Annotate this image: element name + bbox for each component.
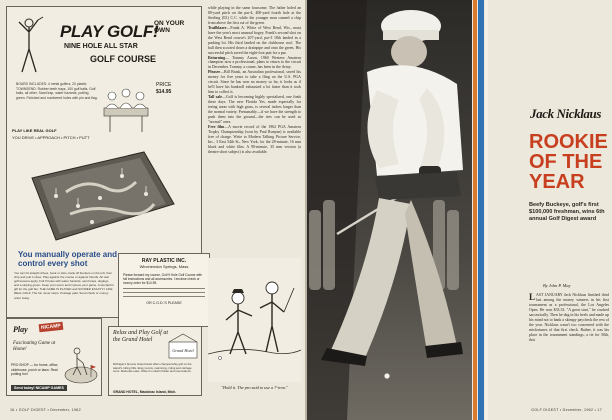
paragraph-3-text: — Tommy Aaron, 1960 Western Amateur champion now a professional, plans to return to the circuit in December. Tommy, a comer, has been in the Army. [208, 55, 301, 70]
left-page [0, 0, 305, 420]
golfer-illustration [16, 16, 44, 78]
article-paragraph-4 [208, 70, 301, 95]
rookie-headline: ROOKIE OF THE YEAR [529, 131, 608, 193]
grand-hotel-ad [108, 326, 202, 396]
order-city-line[interactable] [123, 296, 205, 297]
paragraph-5-text: —Golf is becoming highly specialized, one finds these days. The new Florida Yes, made especially for teeing areas with high grass, is several inches longer than the normal variety. Presumably—if we have the strength to push them into the ground—the tees can be used as "normal" ones. [208, 95, 301, 124]
play-like-real-label: PLAY LIKE REAL GOLF [12, 128, 57, 133]
blue-stripe [478, 0, 484, 420]
cartoon-caption: "Hold it. The pro said to use a 7-iron." [221, 385, 288, 390]
game-board-photo [26, 148, 178, 244]
board-description: BOARD INCLUDES: 4 metal golfers, 20 plastic TOWNSEND. Rubber teeth trays, 100 golf balls, Golf balls, all other. Sand trap, water hazards, putting green. Finished and numbered holes with pin and flag. [16, 82, 98, 100]
hotel-sign-text: Grand Hotel [172, 348, 194, 353]
folio-right: GOLF DIGEST • December, 1962 • 17 [531, 408, 602, 412]
hotel-brand: GRAND HOTEL, Mackinac Island, Mich. [113, 390, 177, 394]
white-stripe [485, 0, 488, 420]
drop-cap: L [529, 292, 536, 302]
folio-left: 16 • GOLF DIGEST • December, 1962 [10, 408, 81, 412]
play-golf-headline: PLAY GOLF! [60, 22, 159, 41]
paragraph-4-head: Pleaser [208, 70, 221, 75]
feature-byline: By John P. May [543, 283, 571, 288]
drive-line: YOU DRIVE • APPROACH • PITCH • PUTT [12, 135, 90, 140]
putting-green-illustration [63, 341, 99, 385]
price-label: PRICE [156, 82, 172, 88]
article-paragraph-5 [208, 95, 301, 125]
manual-control-headline: You manually operate and control every shot [18, 250, 117, 268]
mini-subtitle: Fascinating Game at Home! [13, 341, 56, 352]
miniature-golf-ad [6, 318, 102, 396]
order-address: Winchendon Springs, Mass [139, 264, 189, 269]
feature-deck: Beefy Buckeye, golf's first $100,000 freshman, wins 6th annual Golf Digest award [529, 202, 605, 222]
order-name-line[interactable] [123, 288, 205, 289]
players-illustration [100, 80, 152, 134]
price-block [156, 82, 171, 96]
article-paragraph-1: while playing in the same foursome. The father holed an 80-yard pitch on the par-4, 400-yard fourth hole at the Sterling (Ill.) C.C. while the younger man canned a chip from above the first cut of the green. [208, 6, 301, 25]
order-coupon[interactable] [118, 253, 210, 327]
mini-play-label: Play [13, 325, 28, 334]
feature-body-text: AST JANUARY Jack Nicklaus finished third last among the money winners in his first tournament as a professional, the Los Angeles Open. He won $33.33. "A great start," he cracked sarcastically. Then he dug in his heels and made up his mind not to bank a skimpy paycheck the rest of the year. Nicklaus wasn't too concerned with the misfortunes of that first check. Rather, it was his place in the tournament standings, a tie for 50th, that [529, 293, 609, 342]
article-paragraph-6 [208, 125, 301, 155]
orange-stripe [473, 0, 477, 420]
on-your-own-label: ON YOUR OWN [154, 20, 185, 34]
golf-course-label: GOLF COURSE [90, 54, 157, 64]
paragraph-3-head: Returning [208, 55, 226, 60]
paragraph-4-text: —Bill Brask, an Australian professional, saved his money for five years to take a fling on the U.S. PGA circuit. Since he has won no money so far, it looks as if he'll have his bankroll exhausted a lot faster than it took him to collect it. [208, 70, 301, 95]
article-paragraph-2 [208, 26, 301, 56]
order-address-line[interactable] [123, 292, 205, 293]
nicklaus-signature: Jack Nicklaus [530, 106, 601, 121]
right-page [307, 0, 612, 420]
order-company: RAY PLASTIC INC. [141, 258, 187, 264]
hotel-title: Relax and Play Golf at the Grand Hotel [113, 330, 168, 343]
mini-brand-badge: NICAMP [39, 322, 63, 332]
mini-order-button[interactable]: Send today! NICAMP GAMES [11, 385, 67, 391]
feature-body [529, 293, 609, 343]
continued-article [208, 6, 301, 155]
paragraph-6-text: —A movie record of the 1962 PGA Amateur Trophy Championship (won by Paul Runyan) is available free of charge. Write to Modern Talking Picture Service, Inc., 3 East 54th St., New York, for the 28-minute, 16 mm black and white film. A 90-minute, 35 mm version (a theatre short subject) is also available. [208, 124, 301, 154]
order-cod-label: OR C.O.D.'S PLEASE [146, 301, 182, 305]
hotel-illustration [167, 332, 199, 362]
paragraph-2-head: Trailblazer [208, 25, 227, 30]
price-value: $14.95 [156, 89, 172, 95]
paragraph-5-head: Tall sale [208, 95, 223, 100]
nicklaus-photo [307, 0, 472, 420]
paragraph-6-head: Free film [208, 124, 225, 129]
nine-hole-label: NINE HOLE ALL STAR [64, 43, 138, 50]
hotel-body: Michigan's famous Grand Hotel offers championship golf on the island's rolling hills. Enjoy tennis, swimming, riding and carriage tours. Moderate rates. Write for colorful folder and reservations. [113, 362, 192, 374]
article-paragraph-3 [208, 56, 301, 71]
golf-cartoon [208, 258, 301, 382]
mini-description: PRO SHOP — for home, office, clubhouse, porch or lawn. Real putting fun! [11, 363, 59, 376]
order-text: Please forward my course, Golf 9 Hole Golf Course with full instructions and all accessories. I enclose check or money order for $14.95. [123, 273, 203, 285]
manual-control-body: You can hit straight drives, hook or slice, bank off bunkers on the left, then chip and putt it close. Play against the course or against friends. All real golf lessons apply. Full 9 holes with water hazards, sand traps, doglegs and a sloping green. Keep your score and improve your game. A wonderful gift for the golf fan. THE GAME IS PLAYED and SCORED EXACTLY LIKE REAL GOLF. The fun never stops. Postage paid. Send check or money order today. [14, 271, 114, 300]
paragraph-2-text: —Frank A. White of West Bend, Wis., must have the year's most unusual bogey. Frank's second shot on the West Bend course's 207-yard, par-3 18th landed in a parking lot. His third landed on the clubhouse roof. The ball then scooted down a drainpipe and onto the green. His successful pitch saved the eight-foot putt for a par. [208, 25, 301, 55]
